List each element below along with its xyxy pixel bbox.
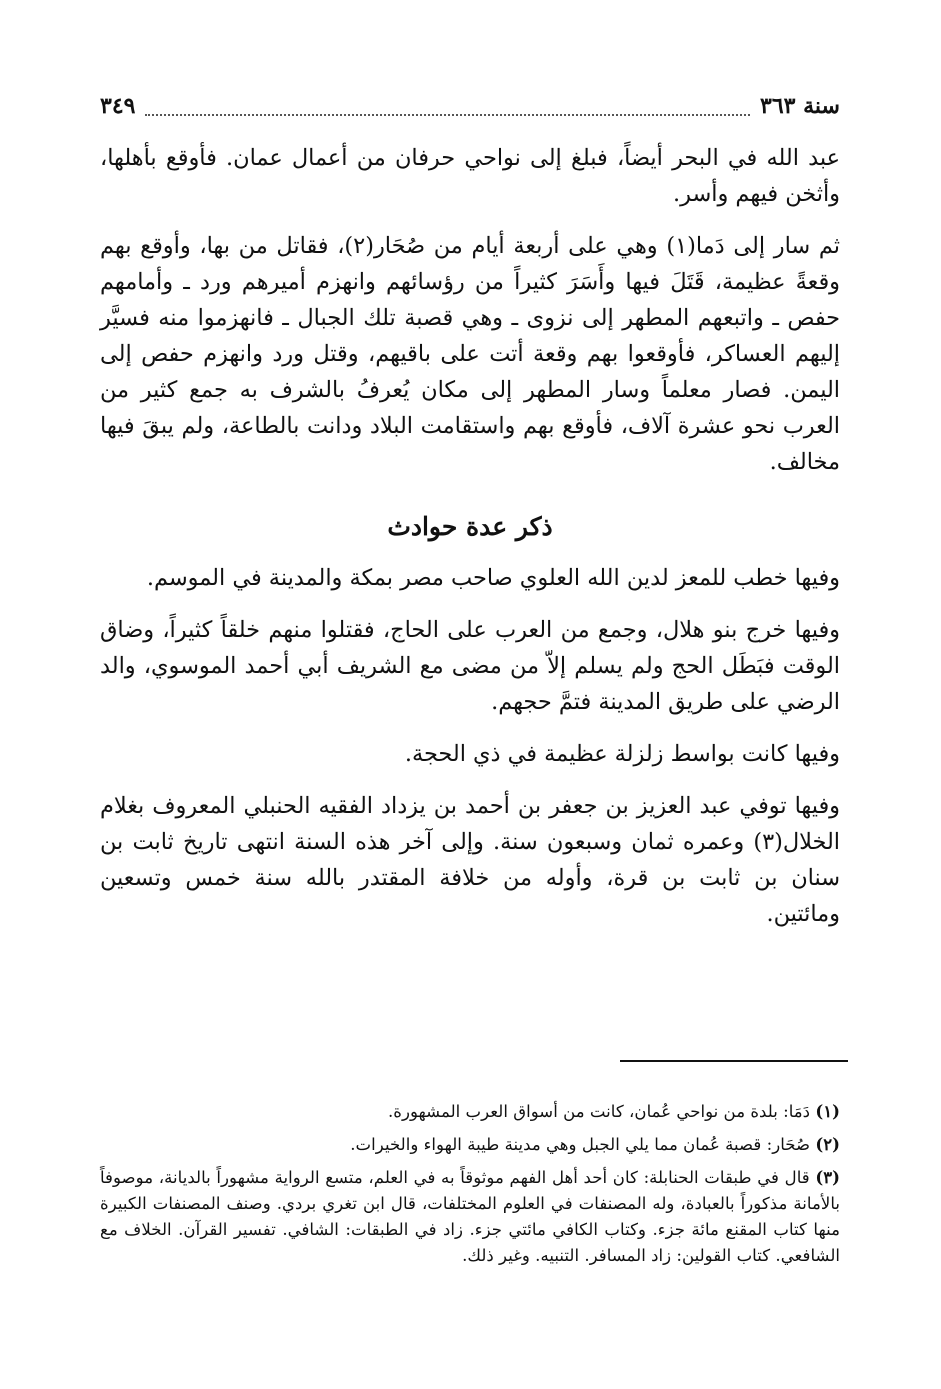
page-number: ٣٤٩: [100, 93, 136, 119]
paragraph: وفيها خرج بنو هلال، وجمع من العرب على الحاج، فقتلوا منهم خلقاً كثيراً، وضاق الوقت فبَطَل الحج ولم يسلم إلاّ من مضى مع الشريف أبي أحمد الموسوي، والد الرضي على طريق المدينة فتمَّ حجهم.: [100, 617, 840, 715]
footnote: [100, 1131, 840, 1158]
footnotes: [100, 1098, 840, 1275]
footnote-number: (٣): [815, 1167, 840, 1187]
footnote-separator: [620, 1060, 848, 1062]
footnote-number: (١): [815, 1101, 840, 1121]
paragraph: وفيها كانت بواسط زلزلة عظيمة في ذي الحجة.: [404, 741, 840, 767]
header-year: سنة ٣٦٣: [760, 93, 840, 119]
footnote: [100, 1164, 840, 1269]
header-dotted-leader: [145, 96, 750, 116]
footnote-text: دَمَا: بلدة من نواحي عُمان، كانت من أسواق العرب المشهورة.: [387, 1102, 811, 1121]
main-text: [100, 140, 840, 932]
footnote-text: صُحَار: قصبة عُمان مما يلي الجبل وهي مدينة طيبة الهواء والخيرات.: [350, 1135, 811, 1154]
paragraph: وفيها توفي عبد العزيز بن جعفر بن أحمد بن يزداد الفقيه الحنبلي المعروف بغلام الخلال(٣) وعمره ثمان وسبعون سنة. وإلى آخر هذه السنة انتهى تاريخ ثابت بن سنان بن ثابت بن قرة، وأوله من خلافة المقتدر بالله سنة خمس وتسعين ومائتين.: [100, 793, 840, 927]
footnote-text: قال في طبقات الحنابلة: كان أحد أهل الفهم موثوقاً به في العلم، متسع الرواية مشهوراً بالديانة، موصوفاً بالأمانة مذكوراً بالعبادة، وله المصنفات في العلوم المختلفات، قال ابن تغري بردي. وصنف المصنفات الكبيرة منها كتاب المقنع مائة جزء. وكتاب الكافي مائتي جزء. زاد في الطبقات: الشافي. تفسير القرآن. الخلاف مع الشافعي. كتاب القولين: زاد المسافر. التنبيه. وغير ذلك.: [100, 1168, 840, 1265]
paragraph: عبد الله في البحر أيضاً، فبلغ إلى نواحي حرفان من أعمال عمان. فأوقع بأهلها، وأثخن فيهم وأسر.: [100, 145, 840, 207]
section-heading: ذكر عدة حوادث: [387, 512, 553, 541]
running-header: [100, 88, 840, 124]
paragraph: وفيها خطب للمعز لدين الله العلوي صاحب مصر بمكة والمدينة في الموسم.: [146, 565, 840, 591]
paragraph: ثم سار إلى دَما(١) وهي على أربعة أيام من صُحَار(٢)، فقاتل من بها، وأوقع بهم وقعةً عظيمة، قَتَلَ فيها وأَسَرَ كثيراً من رؤسائهم وانهزم أميرهم ورد ـ وأمامهم حفص ـ واتبعهم المطهر إلى نزوى ـ وهي قصبة تلك الجبال ـ فانهزموا منه فسيَّر إليهم العساكر، فأوقعوا بهم وقعة أتت على باقيهم، وقتل ورد وانهزم حفص إلى اليمن. فصار معلماً وسار المطهر إلى مكان يُعرفُ بالشرف به جمع كثير من العرب نحو عشرة آلاف، فأوقع بهم واستقامت البلاد ودانت بالطاعة، ولم يبقَ فيها مخالف.: [100, 233, 841, 475]
footnote-number: (٢): [815, 1134, 840, 1154]
footnote: [100, 1098, 840, 1125]
